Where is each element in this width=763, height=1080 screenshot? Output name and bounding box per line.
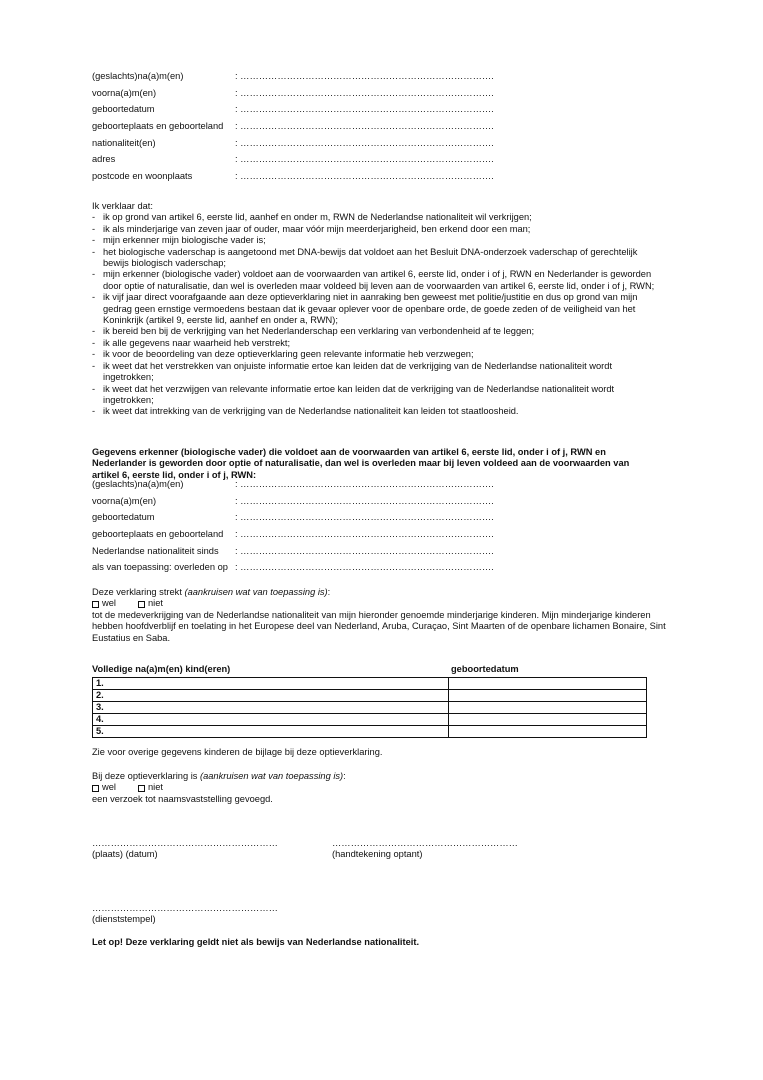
field-label: postcode en woonplaats [92, 171, 193, 182]
extends-suffix: : [327, 587, 331, 597]
child-name-cell[interactable]: 2. [93, 690, 449, 702]
name-request-prefix: Bij deze optieverklaring is [92, 771, 200, 781]
child-date-cell[interactable] [449, 690, 647, 702]
field-value[interactable]: : ………………………………………………………………………. [235, 154, 494, 165]
declaration-text: ik op grond van artikel 6, eerste lid, aanhef en onder m, RWN de Nederlandse nationaliteit wil verkrijgen; [103, 212, 532, 223]
children-col-date: geboortedatum [451, 664, 519, 674]
field-value[interactable]: : ………………………………………………………………………. [235, 545, 494, 556]
child-date-cell[interactable] [449, 702, 647, 714]
field-label: als van toepassing: overleden op [92, 562, 228, 573]
option-label: niet [147, 598, 163, 609]
extends-note: (aankruisen wat van toepassing is) [184, 587, 328, 597]
extends-options [92, 598, 667, 609]
optant-field[interactable] [92, 88, 652, 105]
optant-field[interactable] [92, 71, 652, 88]
option-label: wel [102, 598, 116, 609]
signature-line[interactable]: …………………………………………………… [332, 838, 518, 848]
name-request-option-no[interactable] [138, 782, 163, 793]
extends-line [92, 587, 667, 598]
table-row [93, 702, 647, 714]
name-request-section [92, 771, 662, 805]
table-row [93, 714, 647, 726]
place-date-label: (plaats) (datum) [92, 849, 158, 859]
declaration-item: - ik weet dat het verzwijgen van relevante informatie ertoe kan leiden dat de verkrijging van de Nederlandse nationaliteit wordt ingetrokken; [92, 384, 657, 407]
declaration-item: - ik voor de beoordeling van deze optieverklaring geen relevante informatie heb verzwegen; [92, 349, 657, 360]
optant-field[interactable] [92, 104, 652, 121]
field-label: voorna(a)m(en) [92, 495, 157, 506]
field-label: geboorteplaats en geboorteland [92, 121, 224, 132]
signature-label: (handtekening optant) [332, 849, 423, 859]
father-fields [92, 479, 652, 579]
checkbox-icon[interactable] [92, 601, 99, 608]
field-label: (geslachts)na(a)m(en) [92, 479, 184, 489]
father-field[interactable] [92, 546, 652, 563]
place-date-line[interactable]: …………………………………………………… [92, 838, 278, 848]
warning-text: Let op! Deze verklaring geldt niet als bewijs van Nederlandse nationaliteit. [92, 937, 420, 947]
declaration-item: - het biologische vaderschap is aangetoond met DNA-bewijs dat voldoet aan het Besluit DNA-onderzoek vaderschap of gerechtelijk bewijs biologisch vaderschap; [92, 247, 657, 270]
child-date-cell[interactable] [449, 678, 647, 690]
name-request-line [92, 771, 662, 782]
field-value[interactable]: : ………………………………………………………………………. [235, 529, 494, 540]
field-value[interactable]: : ………………………………………………………………………. [235, 121, 494, 132]
declaration-item: - ik als minderjarige van zeven jaar of ouder, maar vóór mijn meerderjarigheid, ben erkend door een man; [92, 224, 657, 235]
option-label: niet [147, 782, 163, 793]
declaration-text: mijn erkenner mijn biologische vader is; [103, 235, 266, 246]
declaration-text: ik weet dat het verstrekken van onjuiste informatie ertoe kan leiden dat de verkrijging van de Nederlandse nationaliteit wordt ingetrokken; [103, 360, 613, 383]
field-label: voorna(a)m(en) [92, 87, 157, 98]
field-label: Nederlandse nationaliteit sinds [92, 545, 219, 556]
children-table [92, 677, 647, 738]
declaration-intro: Ik verklaar dat: [92, 201, 153, 211]
extends-prefix: Deze verklaring strekt [92, 587, 185, 597]
extends-option-yes[interactable] [92, 598, 116, 609]
stamp-label: (dienststempel) [92, 914, 156, 924]
declaration-text: ik als minderjarige van zeven jaar of ouder, maar vóór mijn meerderjarigheid, ben erkend door een man; [103, 223, 531, 234]
field-label: nationaliteit(en) [92, 137, 156, 148]
child-date-cell[interactable] [449, 714, 647, 726]
optant-fields [92, 71, 652, 188]
extends-option-no[interactable] [138, 598, 163, 609]
declaration-item: - ik weet dat het verstrekken van onjuiste informatie ertoe kan leiden dat de verkrijging van de Nederlandse nationaliteit wordt ingetrokken; [92, 361, 657, 384]
declaration-text: ik bereid ben bij de verkrijging van het Nederlanderschap een verklaring van verbondenheid af te leggen; [103, 326, 535, 337]
field-value[interactable]: : ………………………………………………………………………. [235, 562, 494, 573]
field-label: adres [92, 154, 116, 165]
field-label: geboorteplaats en geboorteland [92, 529, 224, 540]
declaration-section [92, 201, 657, 418]
child-name-cell[interactable]: 5. [93, 726, 449, 738]
father-field[interactable] [92, 529, 652, 546]
checkbox-icon[interactable] [138, 785, 145, 792]
field-value[interactable]: : ………………………………………………………………………. [235, 104, 494, 115]
field-value[interactable]: : ………………………………………………………………………. [235, 512, 494, 523]
checkbox-icon[interactable] [138, 601, 145, 608]
declaration-text: ik vijf jaar direct voorafgaande aan deze optieverklaring niet in aanraking ben geweest met politie/justitie en dus op grond van mijn gedrag geen ernstige vermoedens bestaan dat ik gevaar oplever voor de openbare orde, de goede zeden of de veiligheid van het Koninkrijk (artikel 9, eerste lid, aanhef en onder a, RWN); [103, 292, 638, 326]
declaration-item: - mijn erkenner (biologische vader) voldoet aan de voorwaarden van artikel 6, eerste lid, onder i of j, RWN en Nederlander is geworden door optie of naturalisatie, dan wel is overleden maar voldeed bij leven aan de voorwaarden van artikel 6, eerste lid, onder i of j, RWN; [92, 269, 657, 292]
declaration-text: ik weet dat intrekking van de verkrijging van de Nederlandse nationaliteit kan leiden tot staatloosheid. [103, 406, 519, 417]
optant-field[interactable] [92, 154, 652, 171]
option-label: wel [102, 782, 116, 793]
table-row [93, 690, 647, 702]
child-name-cell[interactable]: 3. [93, 702, 449, 714]
declaration-text: ik alle gegevens naar waarheid heb verstrekt; [103, 337, 291, 348]
father-field[interactable] [92, 479, 652, 496]
field-label: geboortedatum [92, 104, 155, 115]
optant-field[interactable] [92, 121, 652, 138]
field-value[interactable]: : ………………………………………………………………………. [235, 137, 494, 148]
declaration-item: - ik vijf jaar direct voorafgaande aan deze optieverklaring niet in aanraking ben geweest met politie/justitie en dus op grond van mijn gedrag geen ernstige vermoedens bestaan dat ik gevaar oplever voor de openbare orde, de goede zeden of de veiligheid van het Koninkrijk (artikel 9, eerste lid, aanhef en onder a, RWN); [92, 292, 657, 326]
field-value[interactable]: : ………………………………………………………………………. [235, 87, 494, 98]
extends-text: tot de medeverkrijging van de Nederlandse nationaliteit van mijn hieronder genoemde minderjarige kinderen. Mijn minderjarige kinderen hebben hoofdverblijf en toelating in het Europese deel van Nederland, Aruba, Curaçao, Sint Maarten of de openbare lichamen Bonaire, Sint Eustatius en Saba. [92, 609, 666, 643]
field-value[interactable]: : ………………………………………………………………………. [235, 171, 494, 182]
child-name-cell[interactable]: 4. [93, 714, 449, 726]
name-request-note: (aankruisen wat van toepassing is) [200, 771, 344, 781]
checkbox-icon[interactable] [92, 785, 99, 792]
name-request-option-yes[interactable] [92, 782, 116, 793]
field-value[interactable]: : ………………………………………………………………………. [235, 479, 494, 489]
declaration-item: - mijn erkenner mijn biologische vader is; [92, 235, 657, 246]
name-request-suffix: : [343, 771, 346, 781]
father-heading: Gegevens erkenner (biologische vader) die voldoet aan de voorwaarden van artikel 6, eerste lid, onder i of j, RWN en Nederlander is geworden door optie of naturalisatie, dan wel is overleden maar bij leven voldeed aan de voorwaarden van artikel 6, eerste lid, onder i of j, RWN: [92, 447, 630, 480]
child-name-cell[interactable]: 1. [93, 678, 449, 690]
optant-field[interactable] [92, 171, 652, 188]
field-label: (geslachts)na(a)m(en) [92, 71, 184, 81]
field-value[interactable]: : ………………………………………………………………………. [235, 495, 494, 506]
table-row [93, 678, 647, 690]
declaration-item: - ik op grond van artikel 6, eerste lid, aanhef en onder m, RWN de Nederlandse nationaliteit wil verkrijgen; [92, 212, 657, 223]
father-field[interactable] [92, 562, 652, 579]
extends-section [92, 587, 667, 644]
optant-field[interactable] [92, 138, 652, 155]
field-label: geboortedatum [92, 512, 155, 523]
child-date-cell[interactable] [449, 726, 647, 738]
field-value[interactable]: : ………………………………………………………………………. [235, 71, 494, 81]
father-field[interactable] [92, 512, 652, 529]
declaration-text: ik weet dat het verzwijgen van relevante informatie ertoe kan leiden dat de verkrijging van de Nederlandse nationaliteit wordt ingetrokken; [103, 383, 615, 405]
name-request-options [92, 782, 662, 793]
declaration-item: - ik bereid ben bij de verkrijging van het Nederlanderschap een verklaring van verbondenheid af te leggen; [92, 326, 657, 337]
father-field[interactable] [92, 496, 652, 513]
stamp-line[interactable]: …………………………………………………… [92, 903, 278, 913]
table-row [93, 726, 647, 738]
declaration-text: mijn erkenner (biologische vader) voldoet aan de voorwaarden van artikel 6, eerste lid, onder i of j, RWN en Nederlander is geworden door optie of naturalisatie, dan wel is overleden maar voldeed bij leven aan de voorwaarden van artikel 6, eerste lid, onder i of j, RWN; [103, 269, 655, 291]
declaration-item: - ik alle gegevens naar waarheid heb verstrekt; [92, 338, 657, 349]
declaration-item: - ik weet dat intrekking van de verkrijging van de Nederlandse nationaliteit kan leiden tot staatloosheid. [92, 406, 657, 417]
declaration-text: ik voor de beoordeling van deze optieverklaring geen relevante informatie heb verzwegen; [103, 349, 474, 360]
children-note: Zie voor overige gegevens kinderen de bijlage bij deze optieverklaring. [92, 747, 383, 757]
children-col-name: Volledige na(a)m(en) kind(eren) [92, 664, 231, 674]
name-request-text: een verzoek tot naamsvaststelling gevoegd. [92, 793, 273, 804]
declaration-text: het biologische vaderschap is aangetoond met DNA-bewijs dat voldoet aan het Besluit DNA-onderzoek vaderschap of gerechtelijk bewijs biologisch vaderschap; [103, 246, 638, 269]
